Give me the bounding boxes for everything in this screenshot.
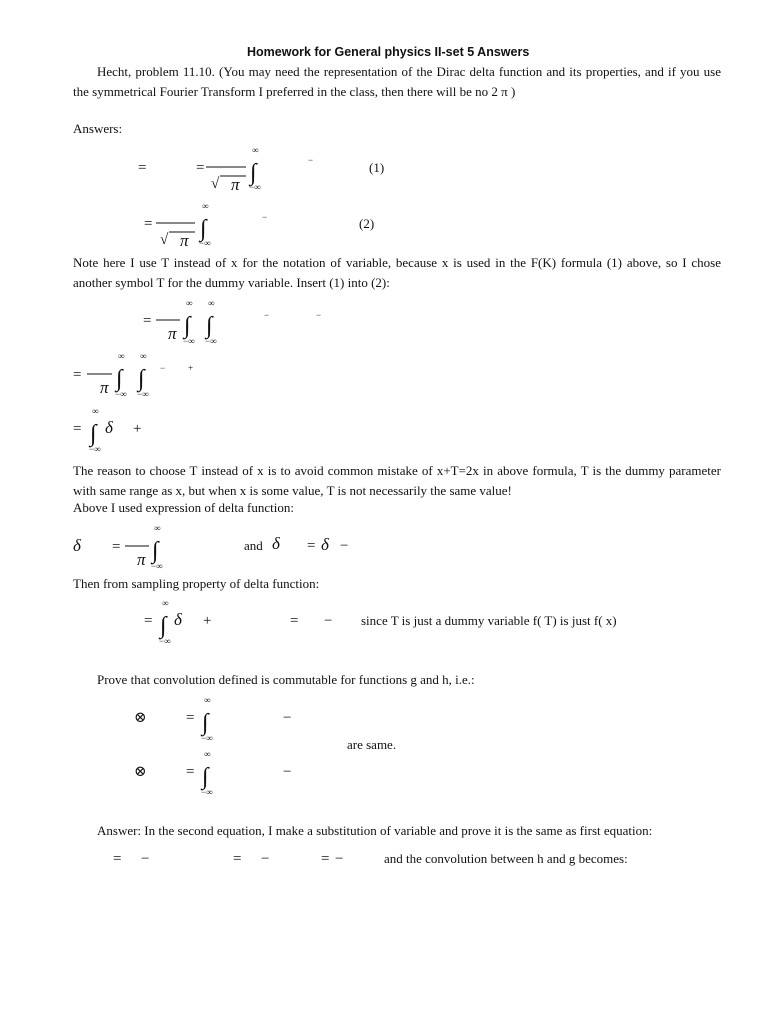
- conv2-otimes: ⊗: [134, 764, 147, 780]
- sampling-lower: −∞: [159, 636, 171, 646]
- convolution-line: and the convolution between h and g becomes:: [384, 851, 628, 866]
- eq2-sqrt: √: [160, 232, 169, 248]
- dbl1-minus-b: −: [316, 310, 322, 320]
- eq1-equals-a: =: [138, 160, 147, 176]
- dbl2-upper-a: ∞: [118, 351, 125, 361]
- dbl1-lower-b: −∞: [205, 336, 217, 346]
- subst-equals-a: =: [113, 851, 122, 867]
- conv1-minus: −: [283, 710, 292, 726]
- eq1-exponent-minus: −: [308, 155, 314, 165]
- eq1-number: (1): [369, 160, 385, 175]
- delta-expr-and: and: [244, 538, 263, 553]
- dbl2-upper-b: ∞: [140, 351, 147, 361]
- eq1-upper-limit: ∞: [252, 145, 259, 155]
- are-same-text: are same.: [347, 737, 397, 752]
- delta-expression-line: Above I used expression of delta function:: [73, 500, 294, 515]
- document-title: Homework for General physics II-set 5 Answers: [247, 45, 530, 59]
- subst-minus-a: −: [141, 851, 150, 867]
- dbl1-integral-a: ∫: [184, 313, 191, 339]
- conv2-equals: =: [186, 764, 195, 780]
- dbl1-integral-b: ∫: [206, 313, 213, 339]
- delta-line-delta: δ: [105, 418, 113, 437]
- delta-line-lower: −∞: [89, 444, 101, 454]
- delta-expr-pi: π: [137, 550, 146, 569]
- subst-minus-c: −: [335, 851, 344, 867]
- conv2-upper: ∞: [204, 749, 211, 759]
- eq2-pi: π: [180, 231, 189, 250]
- intro-paragraph: Hecht, problem 11.10. (You may need the representation of the Dirac delta function and its properties, and if you use the symmetrical Fourier Transform I preferred in the class, then there will be no 2 π ): [73, 64, 721, 99]
- subst-equals-c: =: [321, 851, 330, 867]
- dbl1-pi: π: [168, 324, 177, 343]
- eq2-exponent-minus: −: [262, 212, 268, 222]
- dbl1-equals: =: [143, 313, 152, 329]
- delta-expr-equals: =: [112, 539, 121, 555]
- delta-expr-integral: ∫: [152, 538, 159, 564]
- sampling-plus: +: [203, 613, 212, 629]
- dbl1-lower-a: −∞: [183, 336, 195, 346]
- eq2-integral: ∫: [200, 216, 207, 242]
- delta-expr-delta: δ: [73, 536, 81, 555]
- dbl2-equals: =: [73, 367, 82, 383]
- delta-line-plus: +: [133, 421, 142, 437]
- sampling-equals: =: [144, 613, 153, 629]
- eq2-upper-limit: ∞: [202, 201, 209, 211]
- note-paragraph: Note here I use T instead of x for the notation of variable, because x is used in the F(K) formula (1) above, so I chose another symbol T for the dummy variable. Insert (1) into (2):: [73, 255, 721, 290]
- prove-line: Prove that convolution defined is commutable for functions g and h, i.e.:: [97, 672, 475, 687]
- sampling-equals-b: =: [290, 613, 299, 629]
- sampling-integral: ∫: [160, 613, 167, 639]
- delta-expr-minus: −: [340, 538, 349, 554]
- delta-expr-equals-b: =: [307, 538, 316, 554]
- delta-line-upper: ∞: [92, 406, 99, 416]
- conv1-equals: =: [186, 710, 195, 726]
- eq1-lower-limit: −∞: [249, 182, 261, 192]
- conv2-lower: −∞: [201, 787, 213, 797]
- dbl2-minus: −: [160, 363, 166, 373]
- dbl1-upper-b: ∞: [208, 298, 215, 308]
- dbl2-integral-b: ∫: [138, 366, 145, 392]
- subst-minus-b: −: [261, 851, 270, 867]
- eq1-equals-b: =: [196, 160, 205, 176]
- conv2-integral: ∫: [202, 764, 209, 790]
- sampling-line: Then from sampling property of delta function:: [73, 576, 320, 591]
- dbl1-upper-a: ∞: [186, 298, 193, 308]
- eq2-lower-limit: −∞: [199, 238, 211, 248]
- delta-expr-delta-b: δ: [272, 534, 280, 553]
- conv2-minus: −: [283, 764, 292, 780]
- delta-expr-upper: ∞: [154, 523, 161, 533]
- sampling-upper: ∞: [162, 598, 169, 608]
- eq1-pi: π: [231, 175, 240, 194]
- since-text: since T is just a dummy variable f( T) is just f( x): [361, 613, 617, 628]
- eq2-number: (2): [359, 216, 375, 231]
- eq2-equals: =: [144, 216, 153, 232]
- sampling-minus: −: [324, 613, 333, 629]
- answers-label: Answers:: [73, 121, 123, 136]
- dbl2-pi: π: [100, 378, 109, 397]
- delta-line-equals: =: [73, 421, 82, 437]
- sampling-delta: δ: [174, 610, 182, 629]
- delta-expr-lower: −∞: [151, 561, 163, 571]
- delta-line-integral: ∫: [90, 421, 97, 447]
- eq1-sqrt: √: [211, 176, 220, 192]
- conv1-otimes: ⊗: [134, 710, 147, 726]
- dbl2-lower-b: −∞: [137, 389, 149, 399]
- conv1-lower: −∞: [201, 733, 213, 743]
- dbl2-plus: +: [188, 363, 194, 373]
- eq1-integral: ∫: [250, 160, 257, 186]
- reason-paragraph: The reason to choose T instead of x is to avoid common mistake of x+T=2x in above formula, T is the dummy parameter with same range as x, but when x is some value, T is not necessarily the same value!: [73, 463, 721, 498]
- conv1-upper: ∞: [204, 695, 211, 705]
- conv1-integral: ∫: [202, 710, 209, 736]
- subst-equals-b: =: [233, 851, 242, 867]
- dbl2-lower-a: −∞: [115, 389, 127, 399]
- answer-line: Answer: In the second equation, I make a substitution of variable and prove it is the same as first equation:: [97, 823, 653, 838]
- dbl1-minus-a: −: [264, 310, 270, 320]
- delta-expr-delta-c: δ: [321, 535, 329, 554]
- dbl2-integral-a: ∫: [116, 366, 123, 392]
